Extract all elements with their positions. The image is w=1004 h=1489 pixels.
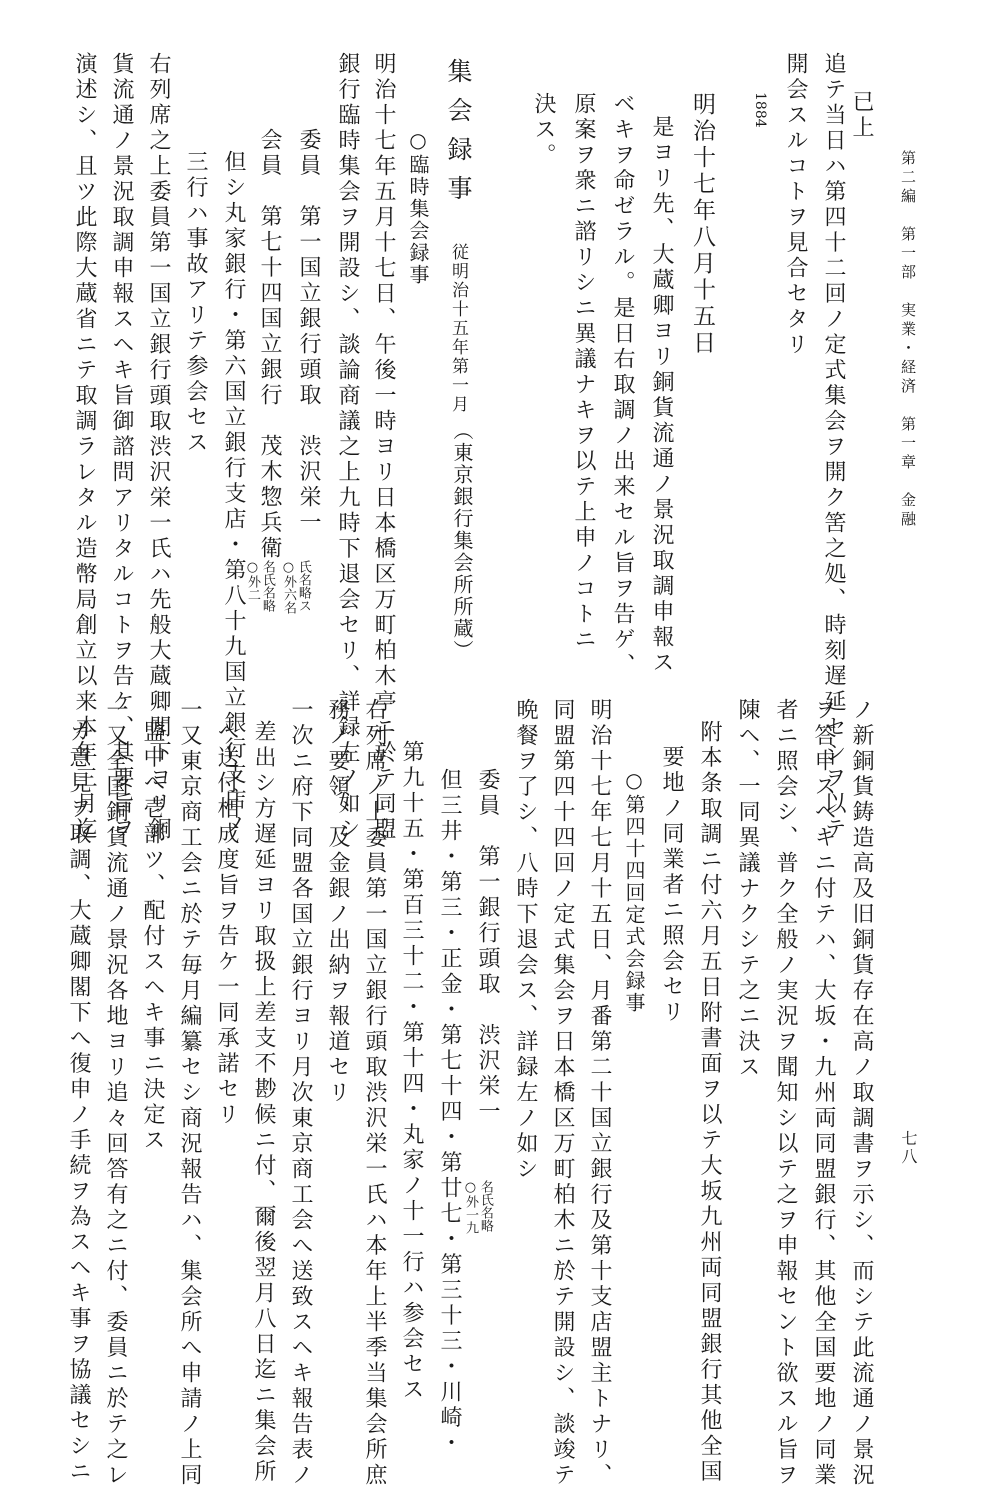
- lower-line-10: 晩餐ヲ了シ、八時下退会ス、詳録左ノ如シ: [513, 698, 538, 1183]
- section-source-period: 従明治十五年第一月: [448, 243, 468, 414]
- lower-line-6: 要地ノ同業者ニ照会セリ: [659, 745, 684, 1026]
- upper-line-19: 演述シ、且ツ此際大蔵省ニテ取調ラレタル造幣局創立以来本年三月迄: [72, 52, 97, 843]
- upper-line-15: 但シ丸家銀行・第六国立銀行支店・第八十九国立銀行支店ノ: [221, 150, 246, 839]
- lower-line-8: 明治十七年七月十五日、月番第二十国立銀行及第十支店盟主トナリ、: [587, 698, 612, 1489]
- page-number: 七八: [899, 1130, 918, 1166]
- lower-line-22: カ意見ヲ取調、大蔵卿閣下へ復申ノ手続ヲ為スヘキ事ヲ協議セシニ: [66, 720, 91, 1485]
- lower-line-12: 但三井・第三・正金・第七十四・第廿七・第三十三・川崎・: [437, 768, 462, 1457]
- lower-line-20: 盟中へ壱部ツ、配付スヘキ事ニ決定ス: [140, 720, 165, 1154]
- section-source: （東京銀行集会所所蔵）: [450, 420, 474, 662]
- year-annotation: 1884: [752, 92, 768, 128]
- member-note-1: ○外六名: [280, 560, 296, 614]
- upper-line-16: 三行ハ事故アリテ参会セス: [183, 150, 208, 456]
- upper-line-7: 原案ヲ衆ニ諮リシニ異議ナキヲ以テ上申ノコトニ: [571, 92, 596, 653]
- upper-line-2: 追テ当日ハ第四十二回ノ定式集会ヲ開ク筈之処、時刻遅延セシヲ以テ: [821, 52, 846, 843]
- upper-line-13-member: 委員 第一国立銀行頭取 渋沢栄一: [296, 128, 321, 536]
- upper-line-5: 是ヨリ先、大蔵卿ヨリ銅貨流通ノ景況取調申報ス: [649, 115, 674, 676]
- upper-line-14-member: 会員 第七十四国立銀行 茂木惣兵衛: [257, 128, 282, 562]
- upper-line-11: 明治十七年五月十七日、午後一時ヨリ日本橋区万町柏木亭ニ於テ同盟: [371, 52, 396, 843]
- upper-line-17: 右列席之上委員第一国立銀行頭取渋沢栄一氏ハ先般大蔵卿閣下ヨリ銅: [146, 52, 171, 843]
- member-note-b1: ○外二: [244, 560, 260, 601]
- lower-line-14: 右列席ノ上委員第一国立銀行頭取渋沢栄一氏ハ本年上半季当集会所庶: [362, 698, 387, 1489]
- lower-line-1: ノ新銅貨鋳造高及旧銅貨存在高ノ取調書ヲ示シ、而シテ此流通ノ景況: [849, 698, 874, 1489]
- lower-line-16: 一次ニ府下同盟各国立銀行ヨリ月次東京商工会へ送致スヘキ報告表ノ: [288, 698, 313, 1489]
- upper-line-8: 決ス。: [531, 92, 556, 169]
- lower-member-note-1: ○外一九: [462, 1180, 478, 1234]
- running-head: 第二編 第一部 実業・経済 第一章 金融: [899, 150, 917, 530]
- upper-line-4-date: 明治十七年八月十五日: [689, 92, 715, 357]
- lower-line-17: 差出シ方遅延ヨリ取扱上差支不尠候ニ付、爾後翌月八日迄ニ集会所: [251, 720, 276, 1485]
- lower-line-18: へ送付相成度旨ヲ告ケ一同承諾セリ: [214, 720, 239, 1128]
- lower-line-4: 陳ヘ、一同異議ナクシテ之ニ決ス: [735, 698, 760, 1081]
- lower-line-21: 一又全国銅貨流通ノ景況各地ヨリ追々回答有之ニ付、委員ニ於テ之レ: [103, 698, 128, 1489]
- upper-line-3: 開会スルコトヲ見合セタリ: [783, 52, 808, 358]
- upper-line-18: 貨流通ノ景況取調申報スヘキ旨御諮問アリタルコトヲ告ケ、其要旨ヲ: [109, 52, 134, 843]
- upper-line-12: 銀行臨時集会ヲ開設シ、談論商議之上九時下退会セリ、詳録左ノ如シ: [335, 52, 360, 843]
- member-note-2: 氏名略ス: [295, 560, 311, 612]
- lower-line-13: 第九十五・第百三十二・第十四・丸家ノ十一行ハ参会セス: [399, 740, 424, 1403]
- upper-line-1: 已上: [849, 90, 874, 141]
- subsection-heading: ○臨時集会録事: [406, 128, 430, 286]
- lower-line-2: ヲ答申スヘキニ付テハ、大坂・九州両同盟銀行、其他全国要地ノ同業: [811, 698, 836, 1489]
- lower-line-5: 附本条取調ニ付六月五日附書面ヲ以テ大坂九州両同盟銀行其他全国: [697, 720, 722, 1485]
- member-note-b2: 名氏名略: [259, 560, 275, 612]
- lower-line-11-member: 委員 第一銀行頭取 渋沢栄一: [475, 768, 500, 1125]
- lower-member-note-2: 名氏名略: [477, 1180, 493, 1232]
- lower-member-note: [462, 1180, 502, 1234]
- lower-line-19: 一又東京商工会ニ於テ毎月編纂セシ商況報告ハ、集会所へ申請ノ上同: [177, 698, 202, 1489]
- lower-line-15: 務ノ要領、及金銀ノ出納ヲ報道セリ: [325, 698, 350, 1106]
- lower-subsection-heading: ○第四十四回定式会録事: [622, 768, 646, 1014]
- member-note-b: [244, 560, 284, 612]
- section-title: 集会録事: [444, 58, 473, 214]
- upper-line-6: ベキヲ命ゼラル。是日右取調ノ出来セル旨ヲ告ゲ、: [610, 92, 635, 679]
- lower-line-9: 同盟第四十四回ノ定式集会ヲ日本橋区万町柏木ニ於テ開設シ、談竣テ: [550, 698, 575, 1489]
- member-note: [280, 560, 320, 614]
- lower-line-3: 者ニ照会シ、普ク全般ノ実況ヲ聞知シ以テ之ヲ申報セント欲スル旨ヲ: [773, 698, 798, 1489]
